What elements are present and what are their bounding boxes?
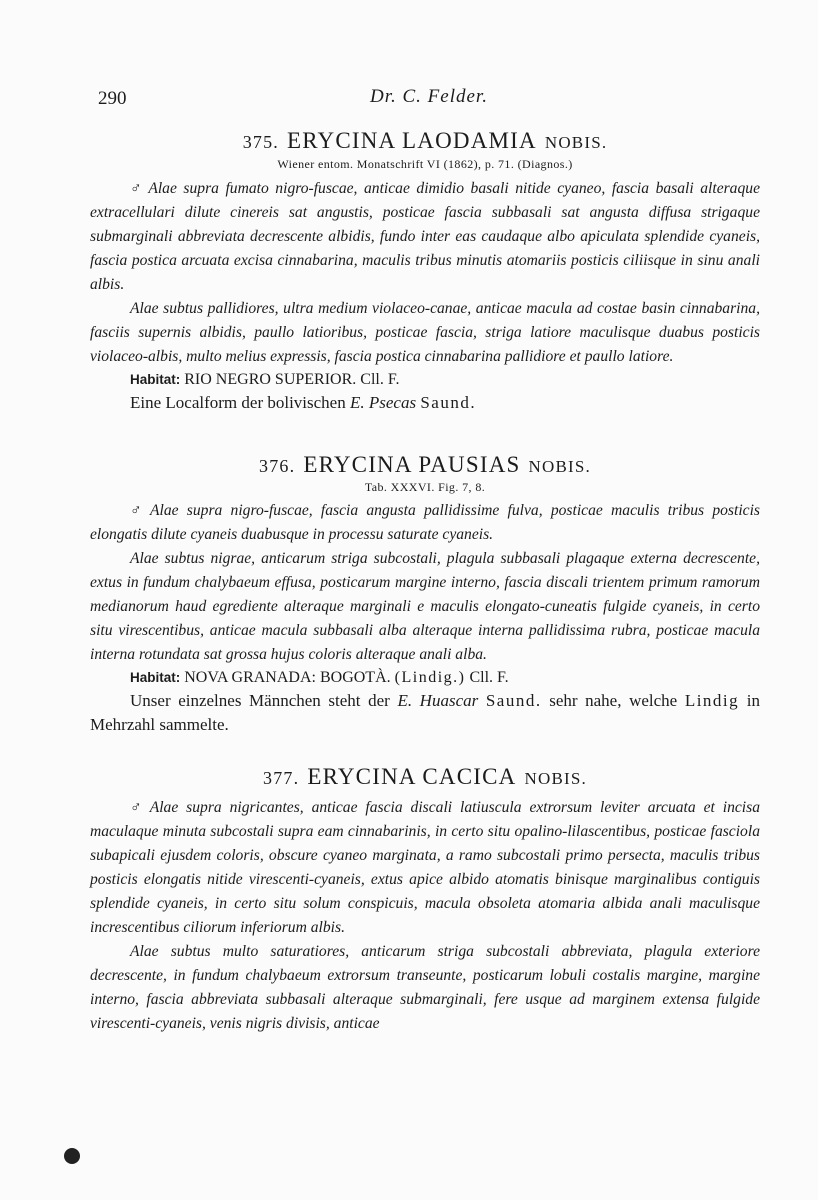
- description-upperside: [90, 796, 760, 940]
- male-symbol-icon: ♂: [130, 799, 146, 816]
- habitat-collection: Cll. F.: [469, 669, 509, 686]
- remark-species: E. Huascar: [397, 691, 479, 710]
- literature-reference: Wiener entom. Monatschrift VI (1862), p. 71. (Diagnos.): [277, 157, 573, 171]
- description-text: Alae supra nigricantes, anticae fascia discali latiuscula extrorsum leviter arcuata et incisa maculaque minuta subcostali supra eam cinnabarinis, in certo situ opalino-lilascentibus, posticae fasciola subapicali ejusdem coloris, obscure cyaneo marginata, a ramo subcostali primo persecta, maculis tribus posticis elongatis nitide virescenti-cyaneis, extus apice albido atomatis binisque marginalibus contiguis splendide cyaneis, in certo situ solum conspicuis, macula obsoleta atomaria albida anali maculisque increscentibus ciliorum inferiorum albis.: [90, 799, 760, 936]
- species-name: ERYCINA PAUSIAS: [303, 452, 521, 477]
- ink-speck: [64, 1148, 80, 1164]
- habitat-line: [130, 667, 760, 689]
- habitat-value: RIO NEGRO SUPERIOR. Cll. F.: [184, 371, 400, 388]
- page-number: 290: [98, 88, 127, 109]
- remark-text: Eine Localform der bolivischen: [130, 393, 346, 412]
- species-heading: [90, 128, 760, 154]
- species-heading: [90, 452, 760, 478]
- species-entry-375: [90, 128, 760, 415]
- remark-species: E. Psecas: [349, 393, 417, 412]
- plate-reference: Tab. XXXVI. Fig. 7, 8.: [364, 480, 486, 494]
- description-upperside: [90, 499, 760, 547]
- species-number: 375.: [242, 132, 279, 152]
- habitat-collector: (Lindig.): [394, 669, 466, 686]
- male-symbol-icon: ♂: [130, 502, 147, 519]
- remark-author: Saund.: [420, 393, 477, 412]
- male-symbol-icon: ♂: [130, 180, 145, 197]
- remark-text: in Mehrzahl sammelte.: [90, 691, 761, 734]
- description-underside: Alae subtus pallidiores, ultra medium violaceo-canae, anticae macula ad costae basin cinnabarina, fasciis supernis albidis, paullo latioribus, posticae fascia, striga latiore maculisque duabus posticis violaceo-albis, multo melius expressis, fascia postica cinnabarina pallidiore et paullo latiore.: [90, 300, 760, 365]
- running-title: Dr. C. Felder.: [370, 86, 488, 107]
- nobis-label: NOBIS.: [528, 457, 591, 476]
- habitat-value: NOVA GRANADA: BOGOTÀ.: [184, 669, 391, 686]
- species-number: 377.: [263, 768, 300, 788]
- remark-text: sehr nahe, welche: [549, 691, 678, 710]
- species-number: 376.: [259, 456, 296, 476]
- habitat-line: [130, 369, 760, 391]
- remark-person: Lindig: [684, 691, 740, 710]
- remark-text: Unser einzelnes Männchen steht der: [130, 691, 390, 710]
- remark-author: Saund.: [485, 691, 542, 710]
- species-name: ERYCINA LAODAMIA: [287, 128, 537, 153]
- habitat-label: Habitat:: [130, 372, 181, 387]
- remark: [90, 689, 760, 737]
- species-entry-377: [90, 764, 760, 1036]
- remark: [90, 391, 760, 415]
- description-text: Alae supra nigro-fuscae, fascia angusta pallidissime fulva, posticae maculis tribus posticis elongatis dilute cyaneis duabusque in processu saturate cyaneis.: [90, 502, 760, 543]
- species-entry-376: [90, 452, 760, 737]
- description-underside: Alae subtus nigrae, anticarum striga subcostali, plagula subbasali plagaque externa decrescente, extus in fundum chalybaeum effusa, posticarum margine interno, fascia discali trientem primum ramorum medianorum haud egrediente alteraque marginali e maculis elongato-cuneatis fulgide cyaneis, in certo situ virescentibus, anticae macula subbasali alba alteraque interna pallidissima rubra, posticae macula interna rotundata sat grossa hujus coloris alteraque anali alba.: [90, 550, 760, 663]
- species-heading: [90, 764, 760, 790]
- habitat-label: Habitat:: [130, 670, 181, 685]
- nobis-label: NOBIS.: [544, 133, 608, 152]
- description-upperside: [90, 177, 760, 297]
- description-text: Alae supra fumato nigro-fuscae, anticae dimidio basali nitide cyaneo, fascia basali alteraque extracellulari dilute cinereis sat angustis, posticae fascia subbasali sat angusta diffusa strigaque submarginali abbreviata decrescente albidis, fundo inter eas caudaque albo apiculata splendide cyaneis, fascia postica arcuata excisa cinnabarina, maculis tribus minutis atomariis posticis ciliisque in sinu anali albis.: [90, 180, 760, 293]
- description-underside: Alae subtus multo saturatiores, anticarum striga subcostali abbreviata, plagula exteriore decrescente, in fundum chalybaeum extrorsum transeunte, posticarum lobuli costalis margine, margine interno, fascia abbreviata subbasali alteraque submarginali, fere usque ad marginem extensa fulgide virescenti-cyaneis, venis nigris divisis, anticae: [90, 943, 760, 1032]
- species-name: ERYCINA CACICA: [307, 764, 517, 789]
- nobis-label: NOBIS.: [524, 769, 587, 788]
